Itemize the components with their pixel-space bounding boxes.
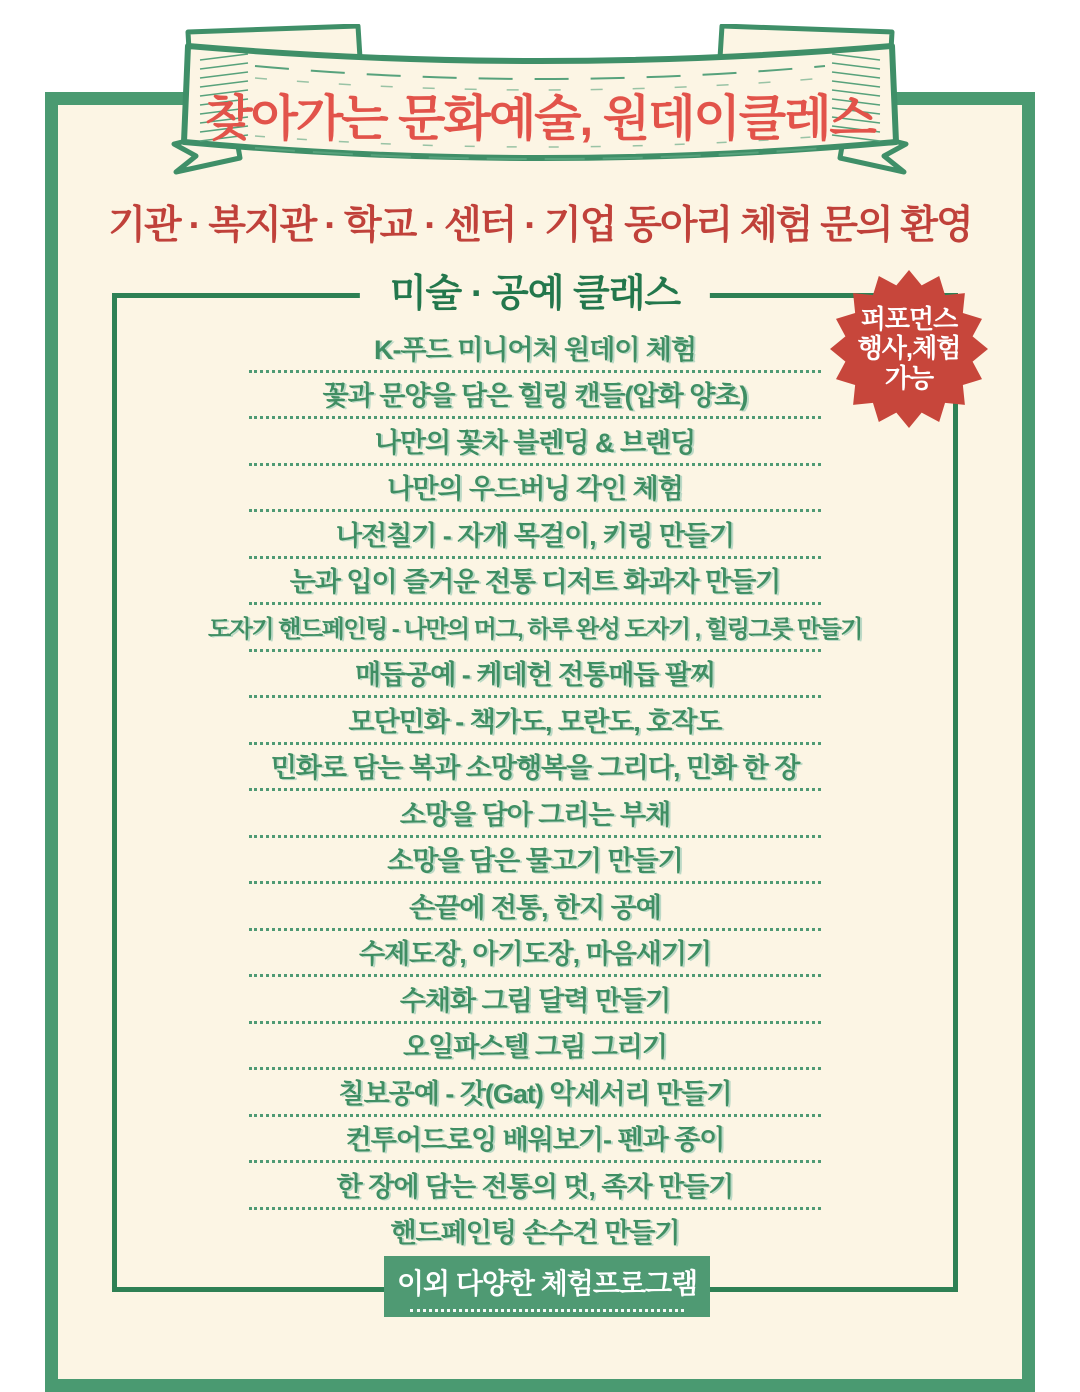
- class-list-item: 꽃과 문양을 담은 힐링 캔들(압화 양초): [122, 371, 948, 418]
- class-list-item: 소망을 담은 물고기 만들기: [122, 836, 948, 883]
- class-list-item: 매듭공예 - 케데헌 전통매듭 팔찌: [122, 650, 948, 697]
- class-list-item: 칠보공예 - 갓(Gat) 악세서리 만들기: [122, 1068, 948, 1115]
- badge-line-2: 행사,체험: [857, 333, 961, 364]
- class-list-item: 핸드페인팅 손수건 만들기: [390, 1218, 680, 1249]
- class-list-item: 나전칠기 - 자개 목걸이, 키링 만들기: [122, 510, 948, 557]
- class-list-item: 민화로 담는 복과 소망행복을 그리다, 민화 한 장: [122, 743, 948, 790]
- class-list-item: 컨투어드로잉 배워보기- 펜과 종이: [122, 1115, 948, 1162]
- more-programs-banner: [384, 1256, 710, 1317]
- class-list-item: 한 장에 담는 전통의 멋, 족자 만들기: [122, 1161, 948, 1208]
- class-list-item: 도자기 핸드페인팅 - 나만의 머그, 하루 완성 도자기 , 힐링그릇 만들기: [122, 603, 948, 650]
- badge-line-1: 퍼포먼스: [860, 303, 958, 334]
- badge-line-3: 가능: [884, 362, 934, 393]
- performance-badge: [828, 266, 990, 432]
- class-list-item: 모단민화 - 책가도, 모란도, 호작도: [122, 696, 948, 743]
- class-list-item: 오일파스텔 그림 그리기: [122, 1022, 948, 1069]
- poster-subtitle: 기관 · 복지관 · 학교 · 센터 · 기업 동아리 체험 문의 환영: [108, 204, 972, 247]
- more-programs-label: 이외 다양한 체험프로그램: [396, 1267, 698, 1299]
- performance-badge-text: [828, 266, 990, 432]
- class-list-item: 나만의 우드버닝 각인 체험: [122, 464, 948, 511]
- class-list-item: 나만의 꽃차 블렌딩 & 브랜딩: [122, 417, 948, 464]
- class-list-item: 수제도장, 아기도장, 마음새기기: [122, 929, 948, 976]
- section-title: 미술 · 공예 클래스: [360, 270, 710, 318]
- class-list-item: 눈과 입이 즐거운 전통 디저트 화과자 만들기: [122, 557, 948, 604]
- ribbon-banner: [160, 24, 920, 178]
- poster-title: 찾아가는 문화예술, 원데이클레스: [205, 92, 875, 146]
- class-list-item: 소망을 담아 그리는 부채: [122, 789, 948, 836]
- class-list-item: 손끝에 전통, 한지 공예: [122, 882, 948, 929]
- class-list-item: 수채화 그림 달력 만들기: [122, 975, 948, 1022]
- class-list: [122, 324, 948, 1254]
- class-list-item: K-푸드 미니어처 원데이 체험: [122, 324, 948, 371]
